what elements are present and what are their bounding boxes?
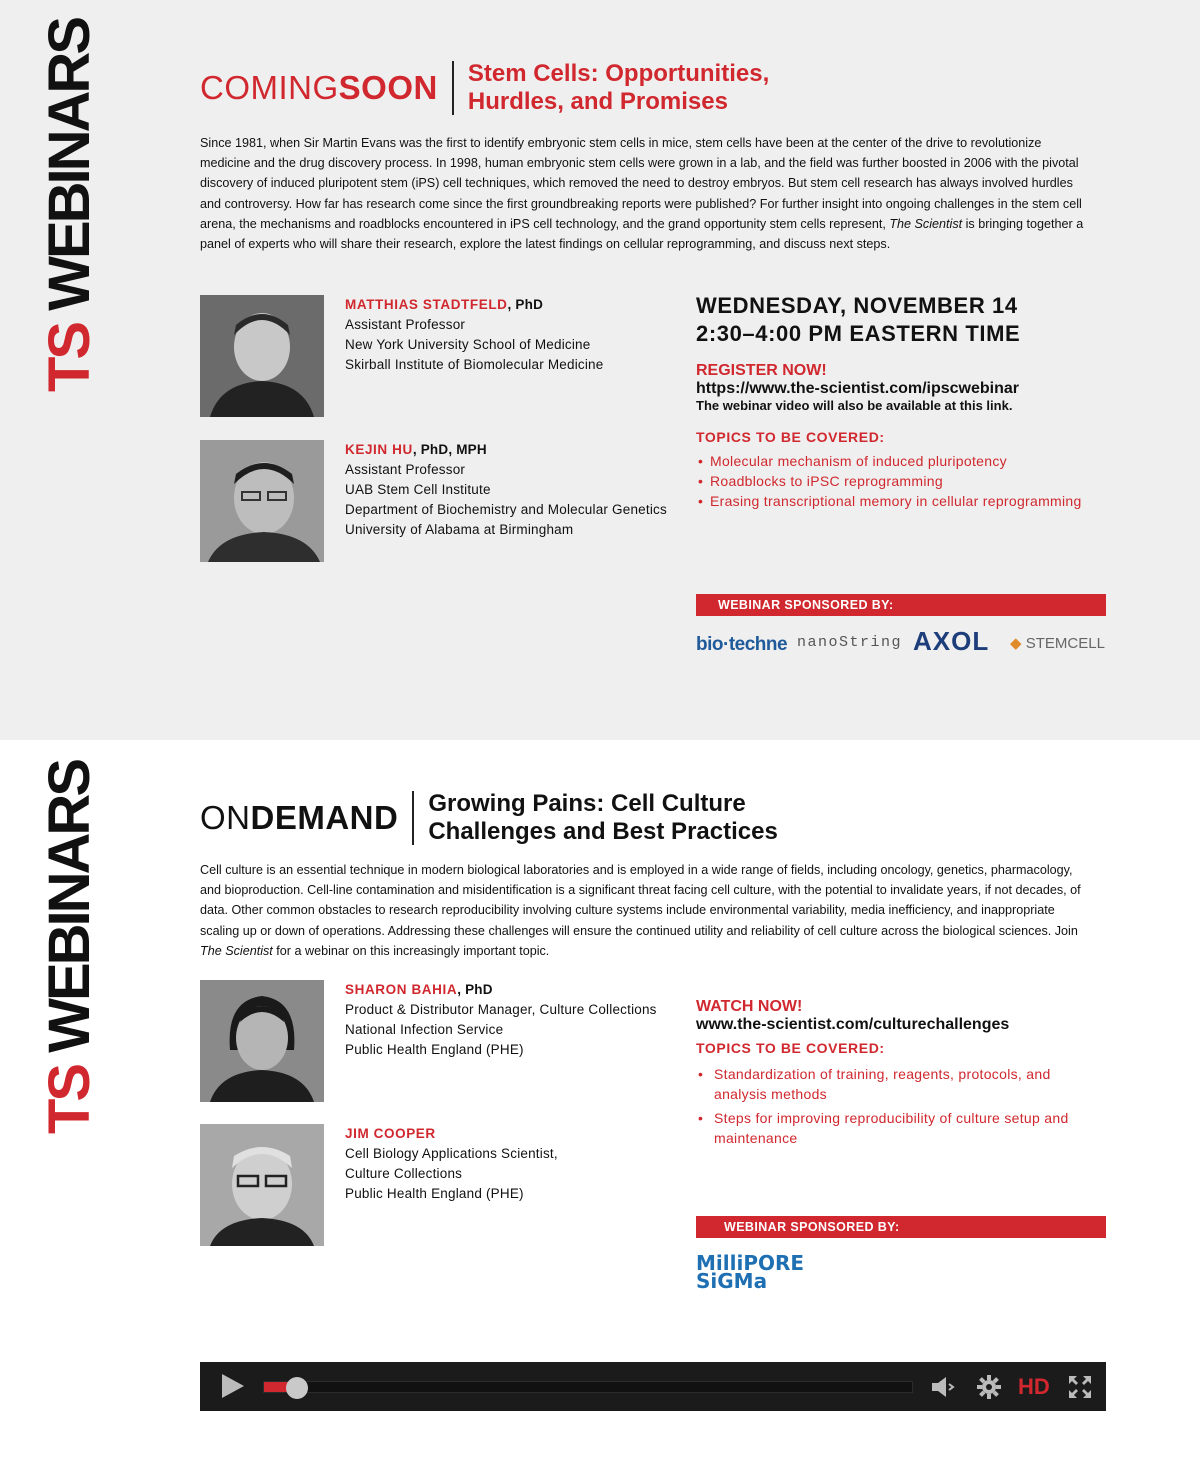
kicker-light: ON: [200, 799, 251, 836]
description-italic: The Scientist: [889, 216, 963, 231]
sponsor-banner: WEBINAR SPONSORED BY:: [696, 594, 1106, 616]
description-text-1: Cell culture is an essential technique in modern biological laboratories and is employed in a wide range of fields, including oncology, genetics, pharmacology, and bioproduction. Cell-line contamination and misidentification is a significant threat facing cell culture, with the potential to invalidate years, if not decades, of data. Other common obstacles to research reproducibility involving culture systems include environmental variability, media inefficiency, and inappropriate scaling up or down of operations. Addressing these challenges will ensure the continued utility and reliability of cell culture across the biological sciences. Join: [200, 863, 1081, 938]
on-demand-kicker: [200, 799, 412, 837]
webinars-logo-text: WEBINARS: [37, 18, 103, 311]
speaker-affiliation-line: Assistant Professor: [345, 317, 466, 332]
speaker-affiliation-line: Skirball Institute of Biomolecular Medicine: [345, 357, 604, 372]
speaker-card: [200, 1124, 690, 1248]
ts-logo-text: TS: [37, 323, 103, 392]
speaker-info: [345, 1124, 558, 1204]
speaker-photo: [200, 1124, 324, 1246]
speaker-affiliation-line: Cell Biology Applications Scientist,: [345, 1146, 558, 1161]
speaker-credentials: , PhD, MPH: [412, 442, 487, 457]
play-icon[interactable]: [222, 1374, 244, 1398]
speaker-portrait-image: [200, 295, 324, 417]
topic-item: • Roadblocks to iPSC reprogramming: [696, 471, 1106, 491]
biotechne-logo: bio·techne: [696, 634, 788, 655]
speaker-affiliation-line: UAB Stem Cell Institute: [345, 482, 491, 497]
title-line-2: Hurdles, and Promises: [467, 88, 728, 115]
title-line-2: Challenges and Best Practices: [428, 818, 778, 845]
stemcell-logo: [1010, 634, 1105, 652]
kicker-light: COMING: [200, 69, 339, 106]
title-line-1: Stem Cells: Opportunities,: [467, 60, 770, 87]
speaker-affiliation-line: New York University School of Medicine: [345, 337, 591, 352]
speaker-affiliation-line: Department of Biochemistry and Molecular Genetics: [345, 502, 667, 517]
webinar-description: [200, 860, 1095, 961]
speaker-name: KEJIN HU: [345, 442, 413, 457]
speaker-credentials: , PhD: [457, 982, 493, 997]
speaker-affiliation-line: Public Health England (PHE): [345, 1186, 524, 1201]
speaker-info: [345, 980, 657, 1060]
event-details: [696, 998, 1106, 1148]
description-text-1: Since 1981, when Sir Martin Evans was the first to identify embryonic stem cells in mice, stem cells have been at the center of the drive to revolutionize medicine and the drug discovery process. In 1998, human embryonic stem cells were grown in a lab, and the field was further boosted in 2006 with the pivotal discovery of induced pluripotent stem (iPS) cell techniques, which removed the need to destroy embryos. But stem cell research has always involved hurdles and controversy. How far has research come since the first groundbreaking reports were published? For further insight into ongoing challenges in the stem cell arena, the mechanisms and roadblocks encountered in iPS cell technology, and the grand opportunity stem cells represent,: [200, 136, 1082, 231]
ts-logo-text: TS: [37, 1065, 103, 1134]
speaker-card: [200, 295, 690, 419]
topics-list: [696, 451, 1106, 511]
description-italic: The Scientist: [200, 943, 273, 958]
webinars-logo-text: WEBINARS: [37, 760, 103, 1053]
speaker-info: [345, 440, 667, 540]
speaker-card: [200, 980, 690, 1104]
volume-icon[interactable]: [930, 1375, 956, 1399]
coming-soon-section: [0, 0, 1200, 740]
speaker-photo: [200, 295, 324, 417]
register-now-label: REGISTER NOW!: [696, 362, 827, 379]
speaker-name: JIM COOPER: [345, 1126, 436, 1141]
topic-item: • Molecular mechanism of induced pluripotency: [696, 451, 1106, 471]
fullscreen-icon[interactable]: [1068, 1375, 1092, 1399]
coming-soon-header: [200, 60, 769, 116]
webinar-title: [468, 60, 769, 116]
speaker-credentials: , PhD: [507, 297, 544, 312]
milliporesigma-logo-line-2: SiGMa: [696, 1269, 768, 1293]
speaker-affiliation-line: National Infection Service: [345, 1022, 504, 1037]
ts-webinars-vertical-logo: [37, 18, 103, 392]
stemcell-mark-icon: ◆: [1010, 635, 1022, 652]
topic-item: • Standardization of training, reagents, protocols, and analysis methods: [696, 1064, 1106, 1104]
topics-heading: TOPICS TO BE COVERED:: [696, 1040, 885, 1056]
header-divider: [412, 791, 414, 845]
milliporesigma-logo-line-1: MilliPORE: [696, 1251, 805, 1275]
speaker-affiliation-line: Product & Distributor Manager, Culture Collections: [345, 1002, 657, 1017]
speaker-name: SHARON BAHIA: [345, 982, 458, 997]
speaker-portrait-image: [200, 980, 324, 1102]
topic-item: • Erasing transcriptional memory in cellular reprogramming: [696, 491, 1106, 511]
speaker-photo: [200, 980, 324, 1102]
description-text-2: is bringing together a panel of experts who will share their research, explore the latest findings on cellular reprogramming, and discuss next steps.: [200, 216, 1084, 252]
webinar-title: [428, 790, 777, 846]
speaker-portrait-image: [200, 1124, 324, 1246]
speaker-portrait-image: [200, 440, 324, 562]
speaker-affiliation-line: Assistant Professor: [345, 462, 466, 477]
video-player-controls: [200, 1362, 1106, 1411]
topic-item: • Steps for improving reproducibility of culture setup and maintenance: [696, 1108, 1106, 1148]
speaker-name: MATTHIAS STADTFELD: [345, 297, 508, 312]
nanostring-logo: nanoString: [797, 634, 903, 651]
webinar-description: [200, 133, 1095, 254]
title-line-1: Growing Pains: Cell Culture: [428, 790, 746, 817]
coming-soon-kicker: [200, 69, 452, 107]
event-time: 2:30–4:00 PM EASTERN TIME: [696, 321, 1021, 346]
speaker-info: [345, 295, 603, 375]
speaker-photo: [200, 440, 324, 562]
on-demand-header: [200, 790, 778, 846]
kicker-bold: SOON: [338, 69, 438, 106]
settings-gear-icon[interactable]: [976, 1374, 1002, 1400]
ts-webinars-vertical-logo: [37, 760, 103, 1134]
kicker-bold: DEMAND: [250, 799, 399, 836]
topics-list: [696, 1064, 1106, 1148]
watch-now-label: WATCH NOW!: [696, 998, 803, 1015]
stemcell-logo-text: STEMCELL: [1025, 635, 1105, 652]
hd-quality-toggle[interactable]: HD: [1018, 1374, 1050, 1399]
sponsor-banner: WEBINAR SPONSORED BY:: [696, 1216, 1106, 1238]
speaker-card: [200, 440, 690, 564]
description-text-2: for a webinar on this increasingly important topic.: [276, 943, 550, 958]
register-link[interactable]: https://www.the-scientist.com/ipscwebinar: [696, 380, 1020, 397]
progress-track[interactable]: [263, 1381, 913, 1393]
speaker-affiliation-line: Public Health England (PHE): [345, 1042, 524, 1057]
watch-link[interactable]: www.the-scientist.com/culturechallenges: [696, 1016, 1010, 1033]
speaker-affiliation-line: University of Alabama at Birmingham: [345, 522, 574, 537]
speaker-affiliation-line: Culture Collections: [345, 1166, 463, 1181]
availability-note: The webinar video will also be available at this link.: [696, 398, 1013, 413]
topics-heading: TOPICS TO BE COVERED:: [696, 429, 885, 445]
header-divider: [452, 61, 454, 115]
event-details: [696, 292, 1106, 511]
event-date: WEDNESDAY, NOVEMBER 14: [696, 293, 1018, 318]
axol-logo: AXOL: [913, 626, 990, 656]
milliporesigma-logo: [696, 1251, 805, 1293]
progress-knob[interactable]: [286, 1377, 308, 1399]
